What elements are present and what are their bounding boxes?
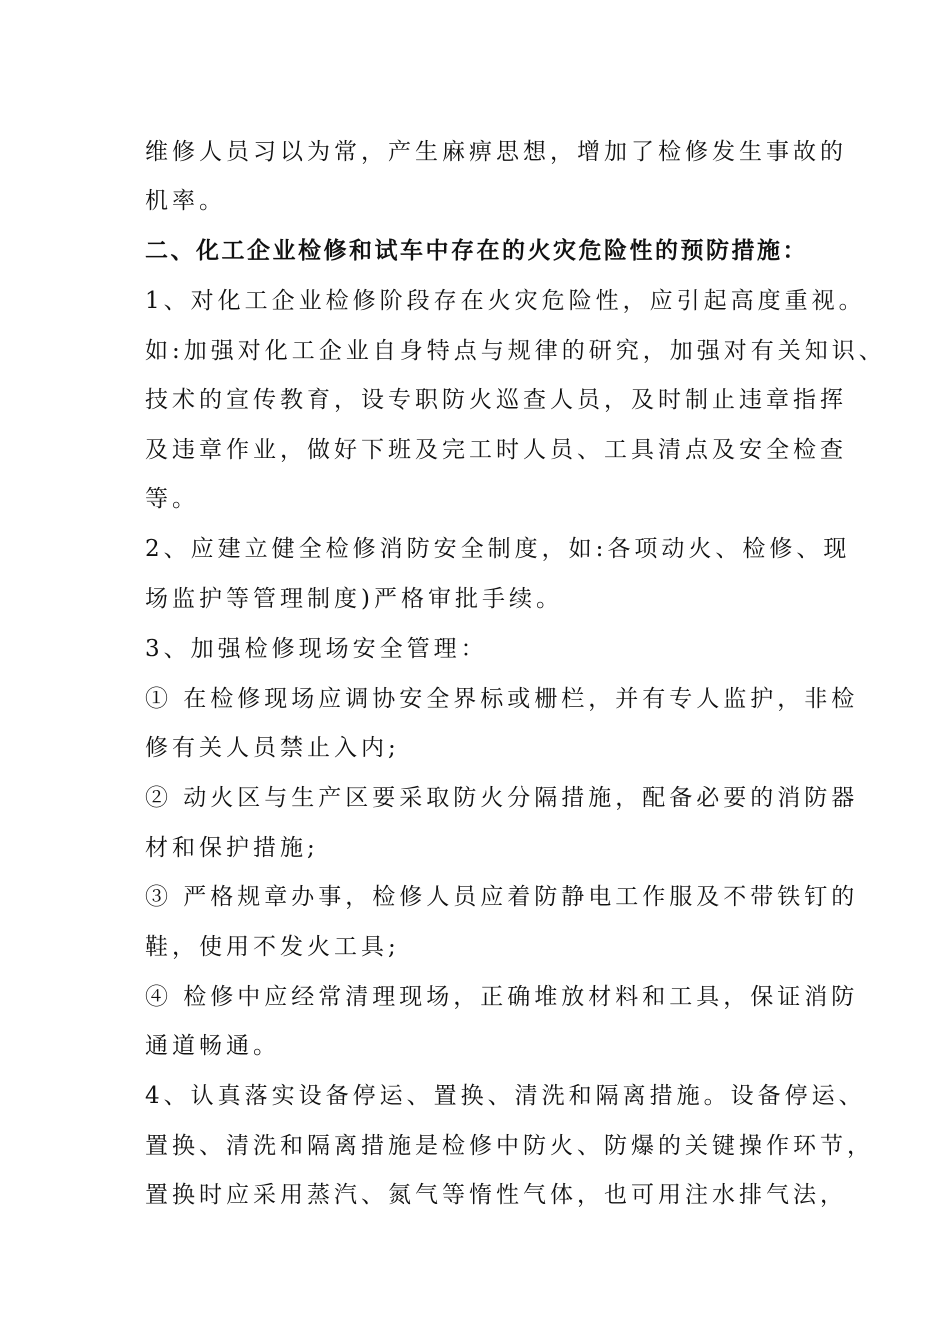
paragraph-line: 机率。 [145,188,226,214]
paragraph-line: 等。 [145,486,199,512]
list-item-line: ③ 严格规章办事，检修人员应着防静电工作服及不带铁钉的 [145,884,859,910]
section-heading: 二、化工企业检修和试车中存在的火灾危险性的预防措施： [145,237,808,264]
paragraph-line: 维修人员习以为常，产生麻痹思想，增加了检修发生事故的 [145,139,847,165]
list-item-line: 通道畅通。 [145,1033,280,1059]
list-item-line: ② 动火区与生产区要采取防火分隔措施，配备必要的消防器 [145,785,859,811]
paragraph-line: 4、认真落实设备停运、置换、清洗和隔离措施。设备停运、 [145,1083,866,1109]
paragraph-line: 如:加强对化工企业自身特点与规律的研究，加强对有关知识、 [145,338,886,364]
list-item-line: 材和保护措施; [145,835,319,861]
paragraph-line: 技术的宣传教育，设专职防火巡查人员，及时制止违章指挥 [145,387,847,413]
paragraph-line: 1、对化工企业检修阶段存在火灾危险性，应引起高度重视。 [145,288,866,314]
paragraph-line: 置换、清洗和隔离措施是检修中防火、防爆的关键操作环节， [145,1133,874,1159]
paragraph-line: 及违章作业，做好下班及完工时人员、工具清点及安全检查 [145,437,847,463]
list-item-line: 鞋，使用不发火工具; [145,934,400,960]
paragraph-line: 3、加强检修现场安全管理： [145,636,488,662]
list-item-line: ④ 检修中应经常清理现场，正确堆放材料和工具，保证消防 [145,984,859,1010]
paragraph-line: 场监护等管理制度)严格审批手续。 [145,586,563,612]
paragraph-line: 2、应建立健全检修消防安全制度，如:各项动火、检修、现 [145,536,851,562]
paragraph-line: 置换时应采用蒸汽、氮气等惰性气体，也可用注水排气法， [145,1182,847,1208]
list-item-line: ① 在检修现场应调协安全界标或栅栏，并有专人监护，非检 [145,686,859,712]
list-item-line: 修有关人员禁止入内; [145,735,400,761]
